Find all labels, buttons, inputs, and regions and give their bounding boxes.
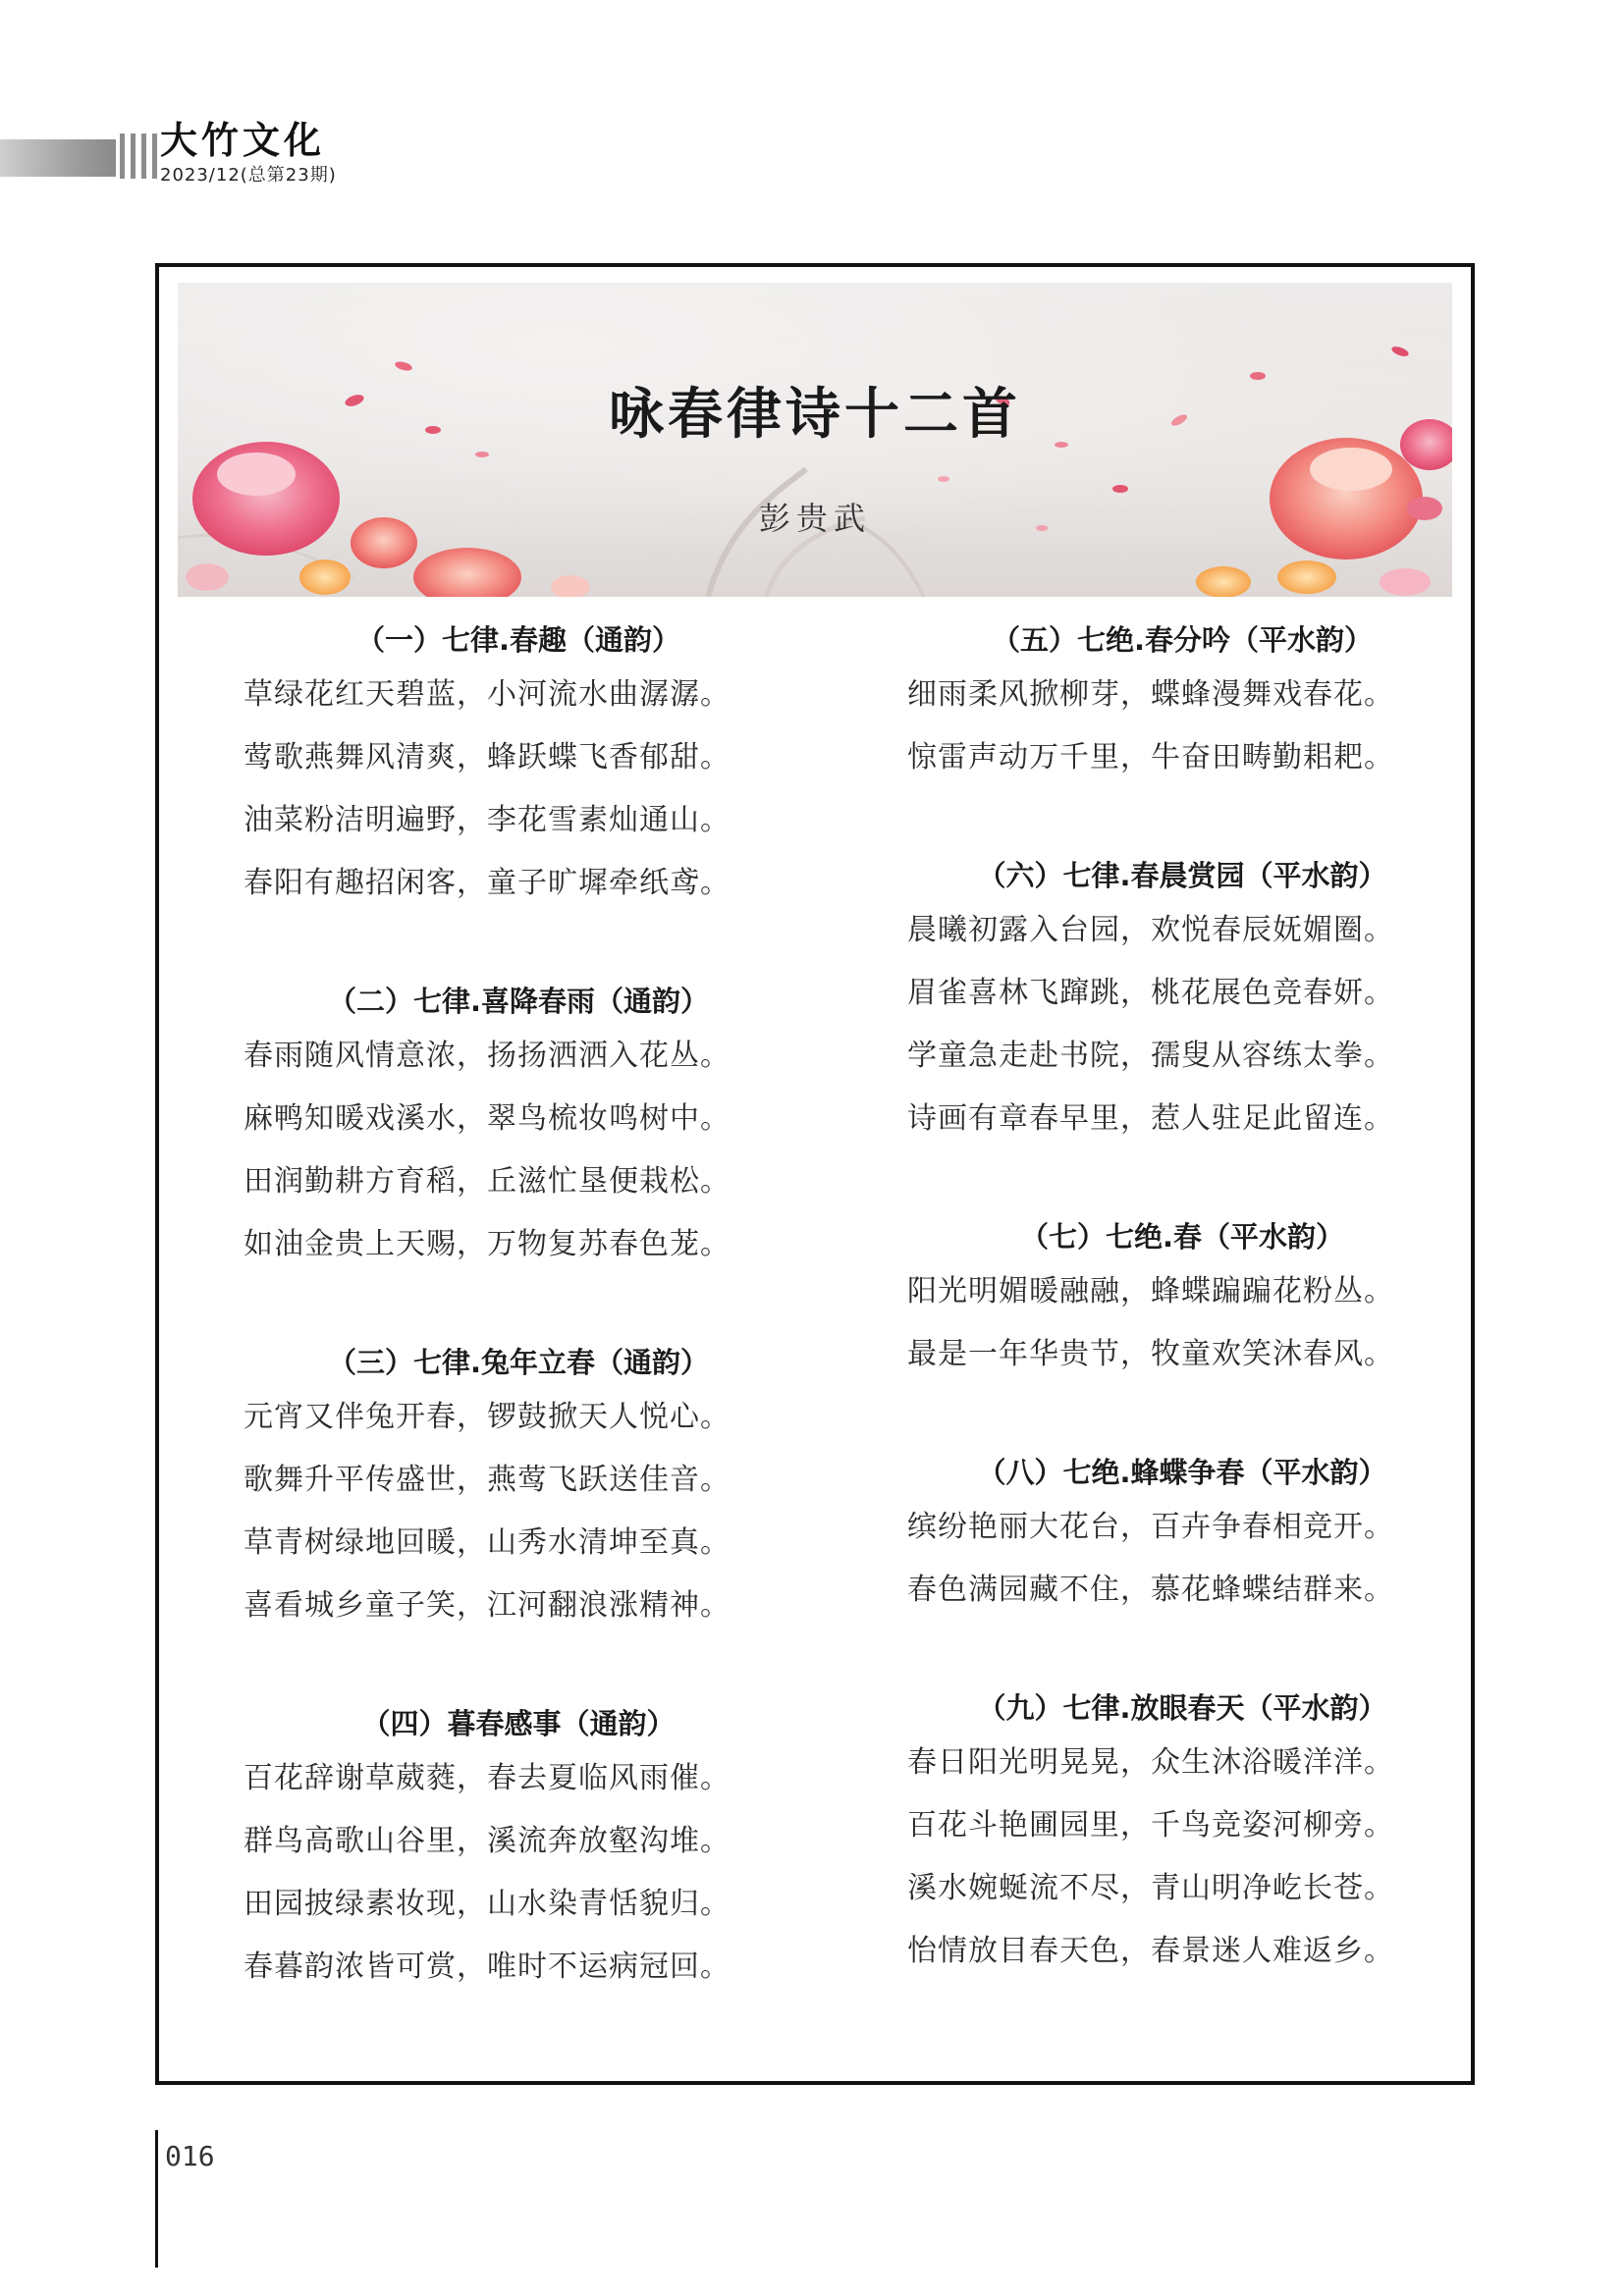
poems-right-column: [907, 616, 1457, 1983]
poem-line: 惊雷声动万千里，牛奋田畴勤耜耙。: [907, 740, 1394, 774]
magazine-name: 大竹文化: [160, 119, 326, 162]
poem-line: 元宵又伴兔开春，锣鼓掀天人悦心。: [244, 1400, 731, 1434]
footer-rule: [155, 2130, 158, 2268]
poem-line: 春暮韵浓皆可赏，唯时不运病冠回。: [244, 1949, 731, 1984]
poem-line: 最是一年华贵节，牧童欢笑沐春风。: [907, 1337, 1394, 1371]
poem: [907, 1213, 1457, 1386]
article-title: 咏春律诗十二首: [609, 383, 1021, 447]
poem-line: 眉雀喜林飞蹿跳，桃花展色竞春妍。: [907, 976, 1394, 1010]
poem-line: 溪水婉蜒流不尽，青山明净屹长苍。: [907, 1871, 1394, 1905]
poem-line: 缤纷艳丽大花台，百卉争春相竞开。: [907, 1510, 1394, 1544]
page-number: 016: [165, 2140, 215, 2172]
poem: [907, 1684, 1457, 1983]
poem-title: （八）七绝.蜂蝶争春（平水韵）: [977, 1456, 1387, 1489]
poem-line: 喜看城乡童子笑，江河翻浪涨精神。: [244, 1588, 731, 1623]
header-stripes: [120, 133, 157, 179]
poems-left-column: [244, 616, 793, 1999]
poem-line: 学童急走赴书院，孺叟从容练太拳。: [907, 1039, 1394, 1073]
poem: [907, 1449, 1457, 1622]
poem-line: 草青树绿地回暖，山秀水清坤至真。: [244, 1525, 731, 1560]
poem-title: （二）七律.喜降春雨（通韵）: [327, 985, 710, 1018]
issue-label: 2023/12(总第23期): [160, 165, 337, 186]
poem-title: （一）七律.春趣（通韵）: [355, 623, 681, 657]
poem-line: 春雨随风情意浓，扬扬洒洒入花丛。: [244, 1039, 731, 1073]
poem-title: （七）七绝.春（平水韵）: [1019, 1220, 1345, 1254]
poem-line: 百花斗艳圃园里，千鸟竞姿河柳旁。: [907, 1808, 1394, 1842]
poem-line: 春阳有趣招闲客，童子旷墀牵纸鸢。: [244, 866, 731, 900]
poem-line: 群鸟高歌山谷里，溪流奔放壑沟堆。: [244, 1824, 731, 1858]
poem-line: 春色满园藏不住，慕花蜂蝶结群来。: [907, 1573, 1394, 1607]
poem-title: （五）七绝.春分吟（平水韵）: [991, 623, 1374, 657]
poem-line: 怡情放目春天色，春景迷人难返乡。: [907, 1934, 1394, 1968]
poem: [244, 1339, 793, 1637]
poem-line: 百花辞谢草葳蕤，春去夏临风雨催。: [244, 1761, 731, 1795]
poem-line: 春日阳光明晃晃，众生沐浴暖洋洋。: [907, 1745, 1394, 1780]
poem: [907, 852, 1457, 1150]
poem-line: 如油金贵上天赐，万物复苏春色茏。: [244, 1227, 731, 1261]
poem-title: （三）七律.兔年立春（通韵）: [327, 1346, 710, 1379]
poem-line: 诗画有章春早里，惹人驻足此留连。: [907, 1101, 1394, 1136]
poem: [907, 616, 1457, 789]
poem: [244, 978, 793, 1276]
poem-line: 田园披绿素妆现，山水染青恬貌归。: [244, 1887, 731, 1921]
poem: [244, 616, 793, 915]
poem-line: 阳光明媚暖融融，蜂蝶蹁蹁花粉丛。: [907, 1274, 1394, 1308]
poem-line: 油菜粉洁明遍野，李花雪素灿通山。: [244, 803, 731, 837]
header-gray-bar: [0, 139, 116, 177]
poem-title: （九）七律.放眼春天（平水韵）: [977, 1691, 1387, 1725]
title-banner: [178, 283, 1452, 597]
poem-line: 晨曦初露入台园，欢悦春辰妩媚圈。: [907, 913, 1394, 947]
poem-line: 草绿花红天碧蓝，小河流水曲潺潺。: [244, 677, 731, 712]
poem-title: （六）七律.春晨赏园（平水韵）: [977, 859, 1387, 892]
poem-line: 歌舞升平传盛世，燕莺飞跃送佳音。: [244, 1463, 731, 1497]
article-author: 彭贵武: [758, 500, 871, 537]
poem-line: 麻鸭知暖戏溪水，翠鸟梳妆鸣树中。: [244, 1101, 731, 1136]
poem-line: 田润勤耕方育稻，丘滋忙垦便栽松。: [244, 1164, 731, 1199]
poem-title: （四）暮春感事（通韵）: [361, 1707, 676, 1740]
poem: [244, 1700, 793, 1999]
poem-line: 莺歌燕舞风清爽，蜂跃蝶飞香郁甜。: [244, 740, 731, 774]
poem-line: 细雨柔风掀柳芽，蝶蜂漫舞戏春花。: [907, 677, 1394, 712]
